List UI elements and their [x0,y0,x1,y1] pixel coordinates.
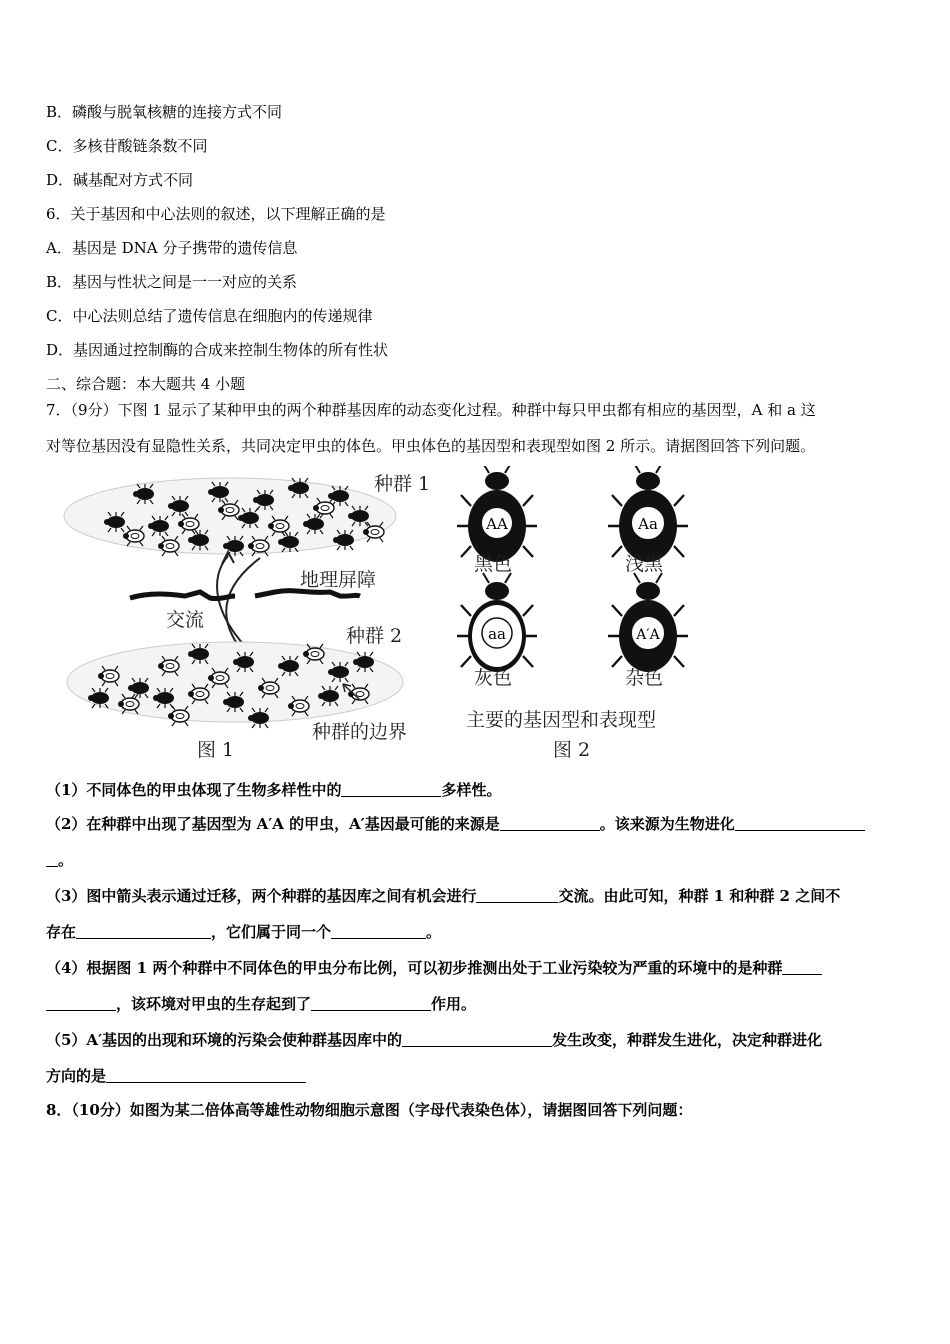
question-7-line1: 7．（9分）下图 1 显示了某种甲虫的两个种群基因库的动态变化过程。种群中每只甲虫都有相应的基因型，A 和 a 这 [46,401,816,419]
subq-5: （5）A′基因的出现和环境的污染会使种群基因库中的 发生改变，种群发生进化，决定种群进化 [46,1031,823,1049]
beetle-genotype: Aa [638,515,658,533]
answer-blank[interactable] [46,851,58,867]
beetle-genotype: A′A [636,627,660,643]
exchange-label: 交流 [166,609,205,631]
question-8: 8．（10分）如图为某二倍体高等雄性动物细胞示意图（字母代表染色体），请据图回答下列问题： [46,1101,693,1119]
subq-4-cont: ，该环境对甲虫的生存起到了 作用。 [46,994,476,1014]
q6-option-a: A．基因是 DNA 分子携带的遗传信息 [46,239,298,257]
figure-2-subtitle: 主要的基因型和表现型 [466,709,657,731]
option-b: B．磷酸与脱氧核糖的连接方式不同 [46,103,283,121]
beetle-genotype: aa [488,625,506,643]
beetle-phenotype: 黑色 [474,553,513,575]
section-heading: 二、综合题：本大题共 4 小题 [46,375,246,393]
beetle-mutant [608,573,688,672]
population-2-label: 种群 2 [346,625,403,647]
beetle-genotype: AA [486,515,508,533]
beetle-phenotype: 杂色 [625,667,664,689]
figure-2-caption: 图 2 [553,739,591,761]
answer-blank[interactable] [46,995,116,1011]
question-6: 6．关于基因和中心法则的叙述，以下理解正确的是 [46,205,386,223]
answer-blank[interactable] [735,815,865,831]
subq-1: （1）不同体色的甲虫体现了生物多样性中的 多样性。 [46,781,502,799]
subq-4: （4）根据图 1 两个种群中不同体色的甲虫分布比例，可以初步推测出处于工业污染较为严重的环境中的是种群 [46,958,822,978]
subq-5-cont: 方向的是 [46,1066,306,1086]
answer-blank[interactable] [476,887,558,903]
option-d: D．碱基配对方式不同 [46,171,194,189]
question-7-line2: 对等位基因没有显隐性关系，共同决定甲虫的体色。甲虫体色的基因型和表现型如图 2 所示。请据图回答下列问题。 [46,437,816,455]
boundary-label: 种群的边界 [312,721,408,743]
option-c: C．多核苷酸链条数不同 [46,137,208,155]
subq-3: （3）图中箭头表示通过迁移，两个种群的基因库之间有机会进行 交流。由此可知，种群 1 和种群 2 之间不 [46,887,841,905]
q6-option-b: B．基因与性状之间是一一对应的关系 [46,273,298,291]
subq-2-cont: 。 [46,850,73,870]
population-2-area [67,642,403,728]
subq-3-cont: 存在 ，它们属于同一个 。 [46,923,442,941]
beetle-phenotype: 浅黑 [625,553,664,575]
answer-blank[interactable] [782,959,822,975]
answer-blank[interactable] [106,1067,306,1083]
answer-blank[interactable] [76,923,211,939]
beetle-aa-recessive [457,573,537,672]
subq-2: （2）在种群中出现了基因型为 A′A 的甲虫，A′基因最可能的来源是 。该来源为生物进化 [46,814,865,834]
population-1-area [64,478,396,556]
barrier-label: 地理屏障 [300,569,377,591]
q6-option-d: D．基因通过控制酶的合成来控制生物体的所有性状 [46,341,389,359]
beetle-aa-dominant [457,466,537,562]
q6-option-c: C．中心法则总结了遗传信息在细胞内的传递规律 [46,307,373,325]
answer-blank[interactable] [500,815,600,831]
population-1-label: 种群 1 [374,473,431,495]
answer-blank[interactable] [341,781,441,797]
beetle-aa-hetero [608,466,688,562]
answer-blank[interactable] [402,1031,552,1047]
beetle-phenotype: 灰色 [474,667,513,689]
figure-1-caption: 图 1 [197,739,235,761]
answer-blank[interactable] [331,923,426,939]
answer-blank[interactable] [311,995,431,1011]
figure-beetle-populations [60,466,720,766]
